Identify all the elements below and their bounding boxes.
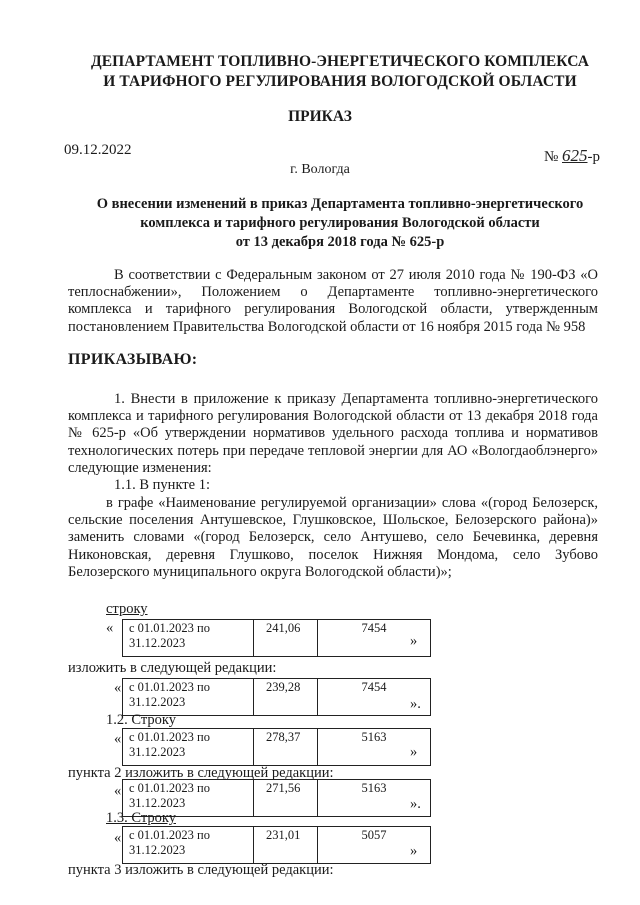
number-cell: 5163	[318, 729, 431, 766]
point-2-replace: пункта 2 изложить в следующей редакции:	[68, 765, 334, 781]
open-quote: «	[114, 783, 122, 799]
close-quote: »	[410, 843, 418, 859]
table-row	[123, 827, 431, 864]
period-cell: с 01.01.2023 по 31.12.2023	[123, 780, 254, 817]
header-line-1: ДЕПАРТАМЕНТ ТОПЛИВНО-ЭНЕРГЕТИЧЕСКОГО КОМПЛЕКСА	[90, 53, 590, 70]
order-subject	[60, 195, 620, 252]
period-cell: с 01.01.2023 по 31.12.2023	[123, 729, 254, 766]
period-cell: с 01.01.2023 по 31.12.2023	[123, 679, 254, 716]
value-cell: 271,56	[254, 780, 318, 817]
item-1-3: 1.3. Строку	[106, 810, 176, 826]
order-word: ПРИКАЗЫВАЮ:	[68, 351, 198, 368]
subject-line-3: от 13 декабря 2018 года № 625-р	[235, 234, 445, 250]
table-original-1	[122, 619, 431, 657]
open-quote: «	[114, 680, 122, 696]
value-cell: 231,01	[254, 827, 318, 864]
period-cell: с 01.01.2023 по 31.12.2023	[123, 827, 254, 864]
number-value: 625	[562, 146, 588, 165]
open-quote: «	[114, 731, 122, 747]
number-cell: 5057	[318, 827, 431, 864]
department-header	[60, 52, 620, 92]
city: г. Вологда	[290, 162, 350, 177]
number-cell: 7454	[318, 620, 431, 657]
table-row	[123, 620, 431, 657]
value-cell: 278,37	[254, 729, 318, 766]
item-1-2: 1.2. Строку	[106, 712, 176, 728]
open-quote: «	[114, 830, 122, 846]
table-new-1	[122, 678, 431, 716]
point-3-replace: пункта 3 изложить в следующей редакции:	[68, 862, 334, 878]
number-prefix: №	[543, 149, 559, 165]
value-cell: 239,28	[254, 679, 318, 716]
close-quote: ».	[410, 696, 421, 712]
table-original-3	[122, 826, 431, 864]
table-row	[123, 729, 431, 766]
header-line-2: И ТАРИФНОГО РЕГУЛИРОВАНИЯ ВОЛОГОДСКОЙ ОБЛАСТИ	[103, 73, 577, 90]
number-suffix: -р	[587, 149, 600, 165]
item-1: 1. Внести в приложение к приказу Департамента топливно-энергетического комплекса и тарифного регулирования Вологодской области от 13 декабря 2018 года № 625-р «Об утверждении нормативов удельного расхода топлива и нормативов технологических потерь при передаче тепловой энергии для АО «Вологдаоблэнерго» следующие изменения:	[68, 391, 598, 476]
item-1-1-text: в графе «Наименование регулируемой организации» слова «(город Белозерск, сельские поселения Антушевское, Глушковское, Шольское, Белозерского района)» заменить словами «(город Белозерск, село Антушево, село Бечевинка, деревня Никоновская, деревня Глушково, поселок Нижняя Мондома, село Зубово Белозерского муниципального округа Вологодской области)»;	[68, 495, 598, 580]
item-1-1: 1.1. В пункте 1:	[114, 477, 210, 493]
subject-line-2: комплекса и тарифного регулирования Вологодской области	[140, 215, 540, 231]
table-original-2	[122, 728, 431, 766]
table-row	[123, 679, 431, 716]
close-quote: »	[410, 633, 418, 649]
number-cell: 7454	[318, 679, 431, 716]
open-quote: «	[106, 620, 114, 636]
value-cell: 241,06	[254, 620, 318, 657]
period-cell: с 01.01.2023 по 31.12.2023	[123, 620, 254, 657]
close-quote: ».	[410, 796, 421, 812]
preamble: В соответствии с Федеральным законом от 27 июля 2010 года № 190-ФЗ «О теплоснабжении», Положением о Департаменте топливно-энергетического комплекса и тарифного регулирования Вологодской области, утвержденным постановлением Правительства Вологодской области от 16 ноября 2015 года № 958	[68, 267, 598, 335]
order-title: ПРИКАЗ	[288, 108, 352, 125]
order-date: 09.12.2022	[64, 142, 132, 158]
subject-line-1: О внесении изменений в приказ Департамента топливно-энергетического	[96, 196, 584, 212]
replace-text: изложить в следующей редакции:	[68, 660, 277, 676]
close-quote: »	[410, 744, 418, 760]
number-cell: 5163	[318, 780, 431, 817]
row-word: строку	[106, 601, 148, 617]
